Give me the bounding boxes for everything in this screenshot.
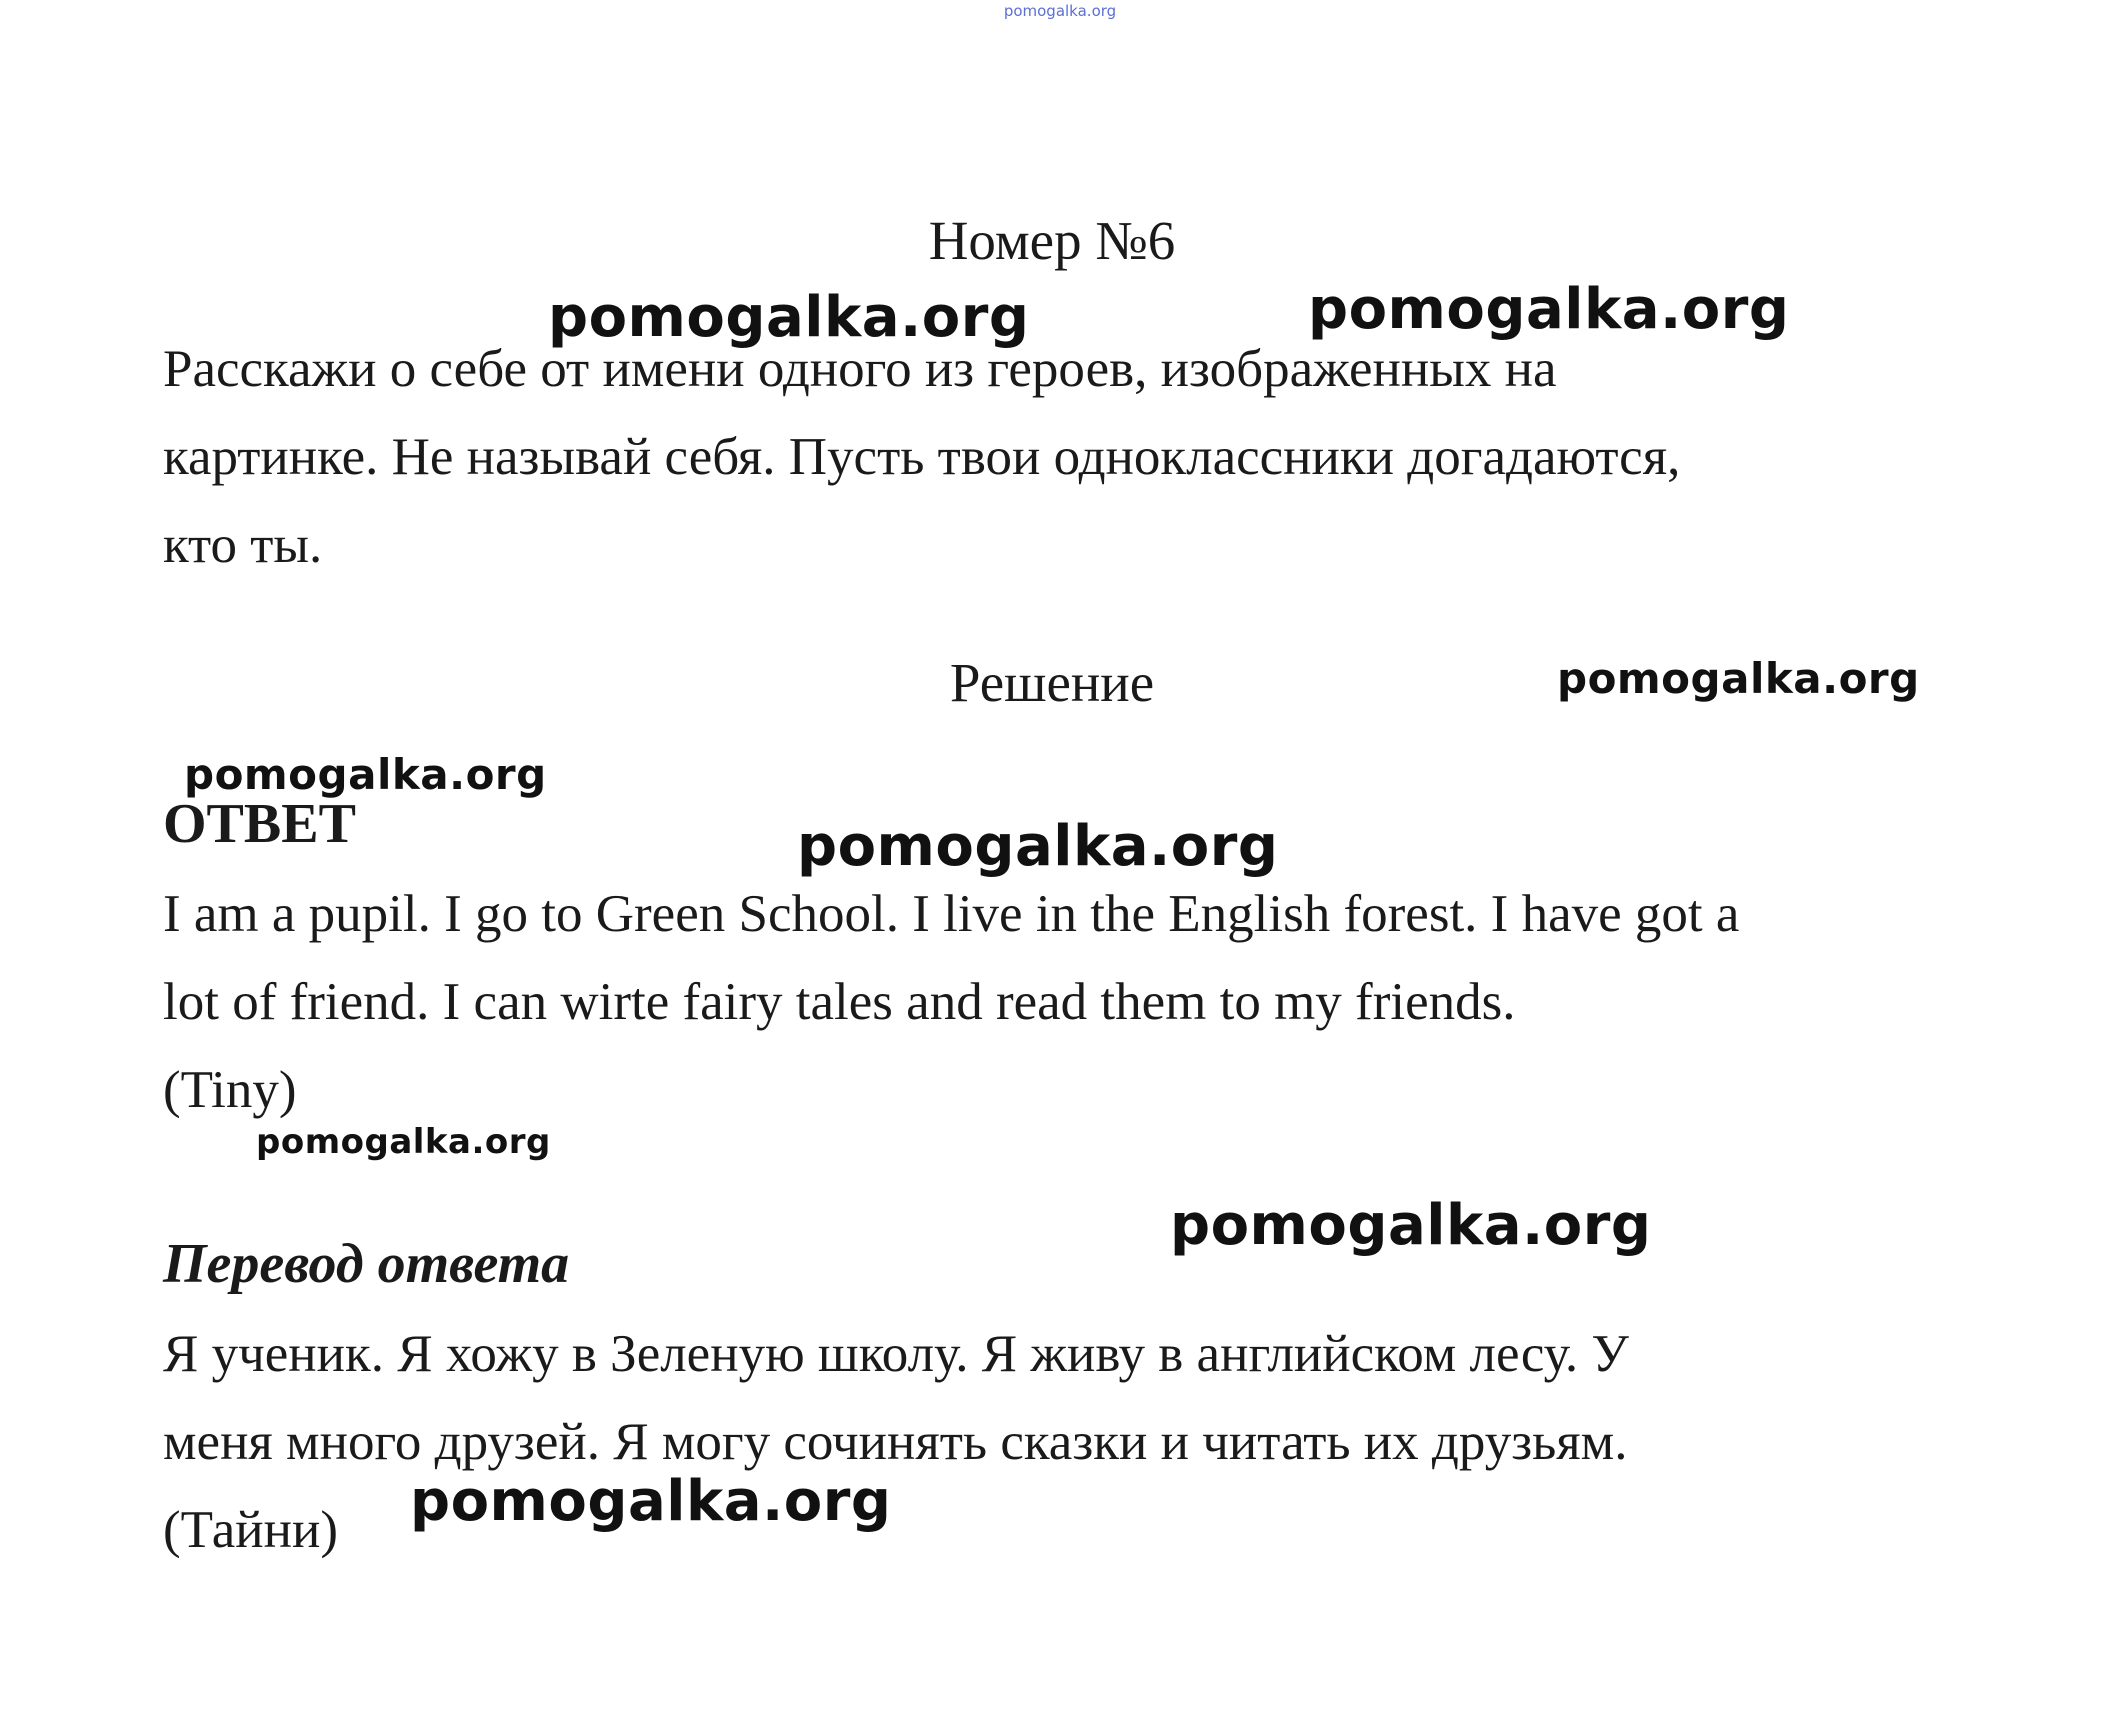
answer-heading: ОТВЕТ (163, 793, 356, 855)
watermark: pomogalka.org (256, 1122, 551, 1162)
watermark: pomogalka.org (1308, 277, 1790, 342)
watermark: pomogalka.org (1557, 654, 1920, 703)
translation-text: Я ученик. Я хожу в Зеленую школу. Я живу в английском лесу. У меня много друзей. Я могу сочинять сказки и читать их друзьям. (Тайни) (163, 1325, 1629, 1559)
watermark: pomogalka.org (548, 285, 1030, 350)
watermark: pomogalka.org (410, 1469, 892, 1534)
watermark: pomogalka.org (184, 750, 547, 799)
translation-heading: Перевод ответа (163, 1233, 570, 1295)
task-text: Расскажи о себе от имени одного из героев, изображенных на картинке. Не называй себя. Пусть твои одноклассники догадаются, кто ты. (163, 340, 1681, 574)
watermark: pomogalka.org (1170, 1193, 1652, 1258)
watermark: pomogalka.org (797, 814, 1279, 879)
solution-heading: Решение (949, 652, 1155, 713)
page-title: Номер №6 (928, 210, 1176, 271)
header-watermark: pomogalka.org (1003, 2, 1117, 20)
answer-text: I am a pupil. I go to Green School. I live in the English forest. I have got a lot of friend. I can wirte fairy tales and read them to my friends. (Tiny) (163, 885, 1740, 1119)
